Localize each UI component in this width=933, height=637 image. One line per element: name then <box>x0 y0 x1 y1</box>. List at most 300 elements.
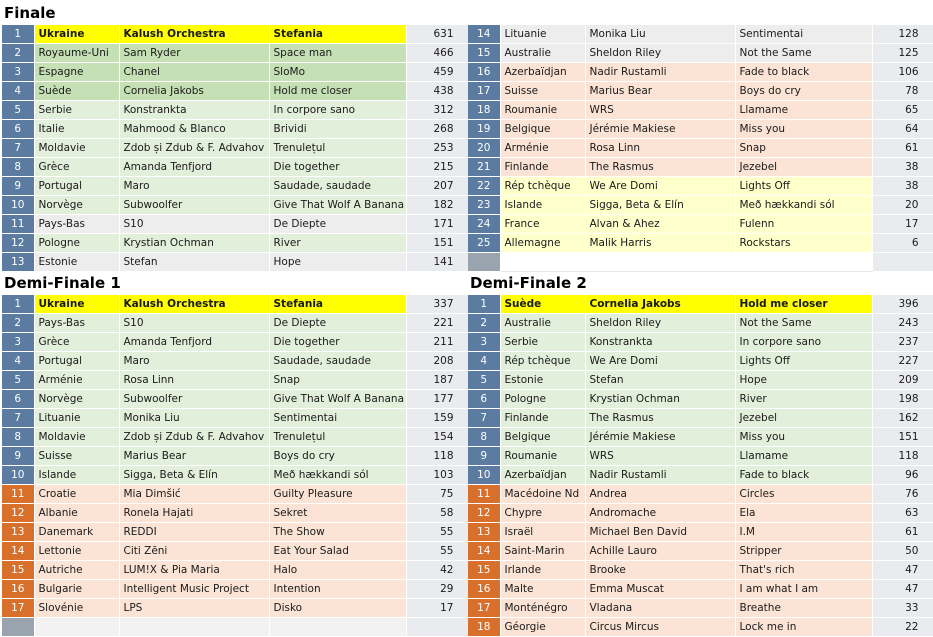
rank-cell: 10 <box>2 196 34 215</box>
country-cell: Pays-Bas <box>34 314 119 333</box>
table-row <box>468 295 933 314</box>
table-row <box>2 196 468 215</box>
table-row <box>468 523 933 542</box>
table-row <box>468 618 933 637</box>
song-cell: De Diepte <box>269 314 406 333</box>
country-cell: Australie <box>500 314 585 333</box>
artist-cell: The Rasmus <box>585 158 735 177</box>
table-row <box>468 485 933 504</box>
finale-title: Finale <box>4 4 56 22</box>
artist-cell: Nadir Rustamli <box>585 466 735 485</box>
table-row <box>468 371 933 390</box>
artist-cell: The Rasmus <box>585 409 735 428</box>
song-cell: Ela <box>735 504 872 523</box>
country-cell: Islande <box>34 466 119 485</box>
score-cell: 17 <box>406 599 468 618</box>
score-cell: 141 <box>406 253 468 272</box>
rank-cell: 13 <box>468 523 500 542</box>
rank-cell: 14 <box>468 542 500 561</box>
country-cell: Portugal <box>34 352 119 371</box>
artist-cell: Cornelia Jakobs <box>585 295 735 314</box>
song-cell: Lights Off <box>735 177 872 196</box>
score-cell: 177 <box>406 390 468 409</box>
rank-cell: 3 <box>468 333 500 352</box>
score-cell: 312 <box>406 101 468 120</box>
country-cell: Belgique <box>500 120 585 139</box>
country-cell: Albanie <box>34 504 119 523</box>
artist-cell: Rosa Linn <box>585 139 735 158</box>
score-cell: 396 <box>872 295 933 314</box>
country-cell: Grèce <box>34 158 119 177</box>
rank-cell: 16 <box>2 580 34 599</box>
rank-cell: 15 <box>468 561 500 580</box>
artist-cell: Vladana <box>585 599 735 618</box>
artist-cell: Citi Zēni <box>119 542 269 561</box>
song-cell: Lights Off <box>735 352 872 371</box>
artist-cell: Michael Ben David <box>585 523 735 542</box>
artist-cell: Andromache <box>585 504 735 523</box>
score-cell: 58 <box>406 504 468 523</box>
artist-cell: We Are Domi <box>585 177 735 196</box>
song-cell: Rockstars <box>735 234 872 253</box>
country-cell: Norvège <box>34 196 119 215</box>
semi2-table <box>468 295 933 637</box>
country-cell: Géorgie <box>500 618 585 637</box>
score-cell: 33 <box>872 599 933 618</box>
rank-cell: 7 <box>468 409 500 428</box>
table-row <box>2 177 468 196</box>
score-cell: 78 <box>872 82 933 101</box>
song-cell: Stefania <box>269 295 406 314</box>
song-cell: Með hækkandi sól <box>735 196 872 215</box>
country-cell: Malte <box>500 580 585 599</box>
score-cell: 221 <box>406 314 468 333</box>
artist-cell: Nadir Rustamli <box>585 63 735 82</box>
rank-cell: 6 <box>468 390 500 409</box>
rank-cell: 17 <box>2 599 34 618</box>
rank-cell: 2 <box>468 314 500 333</box>
song-cell: Fulenn <box>735 215 872 234</box>
rank-cell: 11 <box>2 215 34 234</box>
rank-cell: 1 <box>2 25 34 44</box>
table-row <box>468 352 933 371</box>
country-cell: Chypre <box>500 504 585 523</box>
table-row <box>2 371 468 390</box>
song-cell: Sentimentai <box>269 409 406 428</box>
rank-cell: 6 <box>2 120 34 139</box>
rank-cell: 3 <box>2 333 34 352</box>
country-cell: Norvège <box>34 390 119 409</box>
rank-cell: 9 <box>2 177 34 196</box>
score-cell: 29 <box>406 580 468 599</box>
song-cell: Fade to black <box>735 63 872 82</box>
table-row <box>468 542 933 561</box>
score-cell: 55 <box>406 542 468 561</box>
rank-cell: 5 <box>2 101 34 120</box>
table-row <box>468 177 933 196</box>
score-cell: 118 <box>406 447 468 466</box>
rank-cell: 11 <box>468 485 500 504</box>
country-cell: Monténégro <box>500 599 585 618</box>
score-cell: 106 <box>872 63 933 82</box>
table-row <box>2 333 468 352</box>
score-cell: 337 <box>406 295 468 314</box>
country-cell: Irlande <box>500 561 585 580</box>
artist-cell: Mahmood & Blanco <box>119 120 269 139</box>
table-row <box>468 314 933 333</box>
table-row <box>2 504 468 523</box>
score-cell: 209 <box>872 371 933 390</box>
country-cell: Estonie <box>500 371 585 390</box>
rank-cell: 8 <box>2 428 34 447</box>
country-cell: Australie <box>500 44 585 63</box>
country-cell: Pologne <box>500 390 585 409</box>
artist-cell: Subwoolfer <box>119 390 269 409</box>
table-row <box>2 314 468 333</box>
score-cell: 61 <box>872 523 933 542</box>
song-cell: Stefania <box>269 25 406 44</box>
rank-cell: 12 <box>2 234 34 253</box>
country-cell: Estonie <box>34 253 119 272</box>
artist-cell: Stefan <box>119 253 269 272</box>
table-row <box>2 466 468 485</box>
rank-cell: 13 <box>2 253 34 272</box>
country-cell: Espagne <box>34 63 119 82</box>
rank-cell: 11 <box>2 485 34 504</box>
score-cell: 198 <box>872 390 933 409</box>
artist-cell: Mia Dimšić <box>119 485 269 504</box>
song-cell: In corpore sano <box>735 333 872 352</box>
country-cell: Rép tchèque <box>500 352 585 371</box>
country-cell: Azerbaïdjan <box>500 63 585 82</box>
score-cell: 61 <box>872 139 933 158</box>
score-cell: 47 <box>872 580 933 599</box>
score-cell: 253 <box>406 139 468 158</box>
country-cell: Arménie <box>34 371 119 390</box>
song-cell: Trenulețul <box>269 139 406 158</box>
country-cell: Roumanie <box>500 447 585 466</box>
rank-cell: 15 <box>2 561 34 580</box>
table-row <box>468 25 933 44</box>
rank-cell: 1 <box>468 295 500 314</box>
artist-cell: Krystian Ochman <box>119 234 269 253</box>
score-cell: 215 <box>406 158 468 177</box>
table-row <box>2 390 468 409</box>
rank-cell: 17 <box>468 82 500 101</box>
song-cell: River <box>735 390 872 409</box>
score-cell: 438 <box>406 82 468 101</box>
score-cell: 182 <box>406 196 468 215</box>
artist-cell: Cornelia Jakobs <box>119 82 269 101</box>
artist-cell: WRS <box>585 447 735 466</box>
song-cell: Jezebel <box>735 158 872 177</box>
table-row <box>468 139 933 158</box>
table-row <box>468 253 933 272</box>
country-cell: Macédoine Nd <box>500 485 585 504</box>
song-cell: Space man <box>269 44 406 63</box>
country-cell: Lituanie <box>500 25 585 44</box>
score-cell: 65 <box>872 101 933 120</box>
song-cell: Stripper <box>735 542 872 561</box>
table-row <box>2 352 468 371</box>
rank-cell: 24 <box>468 215 500 234</box>
table-row <box>468 561 933 580</box>
rank-cell: 18 <box>468 101 500 120</box>
country-cell: Royaume-Uni <box>34 44 119 63</box>
rank-cell: 9 <box>2 447 34 466</box>
rank-cell: 15 <box>468 44 500 63</box>
song-cell: Snap <box>269 371 406 390</box>
artist-cell: Sheldon Riley <box>585 314 735 333</box>
table-row <box>468 63 933 82</box>
score-cell: 466 <box>406 44 468 63</box>
score-cell: 159 <box>406 409 468 428</box>
country-cell <box>500 253 585 272</box>
score-cell: 243 <box>872 314 933 333</box>
table-row <box>468 447 933 466</box>
score-cell: 128 <box>872 25 933 44</box>
semi1-title: Demi-Finale 1 <box>4 274 121 292</box>
artist-cell: Kalush Orchestra <box>119 295 269 314</box>
table-row <box>2 139 468 158</box>
rank-cell: 21 <box>468 158 500 177</box>
rank-cell: 6 <box>2 390 34 409</box>
country-cell: Ukraine <box>34 295 119 314</box>
rank-cell: 2 <box>2 314 34 333</box>
table-row <box>2 618 468 637</box>
artist-cell: Emma Muscat <box>585 580 735 599</box>
country-cell: Suède <box>500 295 585 314</box>
score-cell: 96 <box>872 466 933 485</box>
table-row <box>2 523 468 542</box>
table-row <box>2 44 468 63</box>
table-row <box>468 120 933 139</box>
song-cell: Hope <box>269 253 406 272</box>
song-cell: I.M <box>735 523 872 542</box>
country-cell: Roumanie <box>500 101 585 120</box>
table-row <box>468 158 933 177</box>
table-row <box>468 196 933 215</box>
song-cell: Llamame <box>735 101 872 120</box>
score-cell: 459 <box>406 63 468 82</box>
rank-cell: 22 <box>468 177 500 196</box>
table-row <box>2 447 468 466</box>
artist-cell: Subwoolfer <box>119 196 269 215</box>
song-cell: That's rich <box>735 561 872 580</box>
country-cell: Bulgarie <box>34 580 119 599</box>
rank-cell: 8 <box>468 428 500 447</box>
rank-cell: 12 <box>468 504 500 523</box>
artist-cell: Zdob și Zdub & F. Advahov <box>119 428 269 447</box>
table-row <box>2 409 468 428</box>
table-row <box>468 82 933 101</box>
song-cell: Not the Same <box>735 314 872 333</box>
country-cell: Allemagne <box>500 234 585 253</box>
song-cell: Halo <box>269 561 406 580</box>
table-row <box>2 158 468 177</box>
score-cell: 64 <box>872 120 933 139</box>
score-cell: 20 <box>872 196 933 215</box>
song-cell: Llamame <box>735 447 872 466</box>
artist-cell: Jérémie Makiese <box>585 120 735 139</box>
rank-cell: 8 <box>2 158 34 177</box>
country-cell: Arménie <box>500 139 585 158</box>
semi2-title: Demi-Finale 2 <box>470 274 587 292</box>
score-cell: 162 <box>872 409 933 428</box>
finale-table-right <box>468 25 933 272</box>
song-cell: Lock me in <box>735 618 872 637</box>
song-cell: Hope <box>735 371 872 390</box>
rank-cell: 14 <box>2 542 34 561</box>
table-row <box>2 101 468 120</box>
rank-cell: 9 <box>468 447 500 466</box>
rank-cell <box>468 253 500 272</box>
score-cell: 63 <box>872 504 933 523</box>
song-cell <box>269 618 406 637</box>
rank-cell: 13 <box>2 523 34 542</box>
artist-cell: Sheldon Riley <box>585 44 735 63</box>
song-cell: Give That Wolf A Banana <box>269 196 406 215</box>
score-cell: 151 <box>872 428 933 447</box>
song-cell: Jezebel <box>735 409 872 428</box>
score-cell: 47 <box>872 561 933 580</box>
rank-cell <box>2 618 34 637</box>
table-row <box>468 428 933 447</box>
artist-cell: Malik Harris <box>585 234 735 253</box>
score-cell: 268 <box>406 120 468 139</box>
song-cell: Fade to black <box>735 466 872 485</box>
score-cell: 76 <box>872 485 933 504</box>
artist-cell: Intelligent Music Project <box>119 580 269 599</box>
country-cell: Azerbaïdjan <box>500 466 585 485</box>
country-cell: Serbie <box>500 333 585 352</box>
song-cell: Miss you <box>735 120 872 139</box>
score-cell: 38 <box>872 158 933 177</box>
artist-cell <box>585 253 735 272</box>
country-cell: Belgique <box>500 428 585 447</box>
song-cell: Snap <box>735 139 872 158</box>
table-row <box>2 485 468 504</box>
score-cell <box>872 253 933 272</box>
song-cell: SloMo <box>269 63 406 82</box>
artist-cell: Marius Bear <box>585 82 735 101</box>
artist-cell: Chanel <box>119 63 269 82</box>
score-cell: 103 <box>406 466 468 485</box>
rank-cell: 16 <box>468 580 500 599</box>
rank-cell: 4 <box>2 352 34 371</box>
country-cell: Moldavie <box>34 428 119 447</box>
country-cell: Serbie <box>34 101 119 120</box>
artist-cell: Brooke <box>585 561 735 580</box>
song-cell: Disko <box>269 599 406 618</box>
country-cell: Pologne <box>34 234 119 253</box>
country-cell: Slovénie <box>34 599 119 618</box>
artist-cell: Monika Liu <box>119 409 269 428</box>
country-cell: Suisse <box>500 82 585 101</box>
rank-cell: 17 <box>468 599 500 618</box>
table-row <box>468 44 933 63</box>
score-cell: 17 <box>872 215 933 234</box>
country-cell: Suisse <box>34 447 119 466</box>
score-cell: 187 <box>406 371 468 390</box>
artist-cell: Maro <box>119 352 269 371</box>
song-cell: Saudade, saudade <box>269 352 406 371</box>
country-cell: Autriche <box>34 561 119 580</box>
score-cell: 154 <box>406 428 468 447</box>
artist-cell: Konstrankta <box>585 333 735 352</box>
country-cell: Israël <box>500 523 585 542</box>
artist-cell: Kalush Orchestra <box>119 25 269 44</box>
song-cell: Boys do cry <box>735 82 872 101</box>
country-cell: Suède <box>34 82 119 101</box>
song-cell: The Show <box>269 523 406 542</box>
song-cell: I am what I am <box>735 580 872 599</box>
rank-cell: 7 <box>2 409 34 428</box>
country-cell: France <box>500 215 585 234</box>
rank-cell: 12 <box>2 504 34 523</box>
rank-cell: 25 <box>468 234 500 253</box>
artist-cell: Circus Mircus <box>585 618 735 637</box>
song-cell: Saudade, saudade <box>269 177 406 196</box>
score-cell: 75 <box>406 485 468 504</box>
artist-cell: Stefan <box>585 371 735 390</box>
country-cell: Ukraine <box>34 25 119 44</box>
artist-cell: Konstrankta <box>119 101 269 120</box>
artist-cell: Sam Ryder <box>119 44 269 63</box>
song-cell: Hold me closer <box>735 295 872 314</box>
artist-cell: Rosa Linn <box>119 371 269 390</box>
artist-cell: Amanda Tenfjord <box>119 333 269 352</box>
artist-cell: LUM!X & Pia Maria <box>119 561 269 580</box>
country-cell: Saint-Marin <box>500 542 585 561</box>
artist-cell: LPS <box>119 599 269 618</box>
artist-cell: Amanda Tenfjord <box>119 158 269 177</box>
artist-cell <box>119 618 269 637</box>
score-cell: 38 <box>872 177 933 196</box>
rank-cell: 4 <box>468 352 500 371</box>
country-cell: Grèce <box>34 333 119 352</box>
table-row <box>468 215 933 234</box>
song-cell: Hold me closer <box>269 82 406 101</box>
song-cell: Miss you <box>735 428 872 447</box>
table-row <box>2 599 468 618</box>
table-row <box>468 580 933 599</box>
rank-cell: 10 <box>2 466 34 485</box>
score-cell: 50 <box>872 542 933 561</box>
song-cell: Boys do cry <box>269 447 406 466</box>
score-cell: 151 <box>406 234 468 253</box>
country-cell: Danemark <box>34 523 119 542</box>
table-row <box>2 428 468 447</box>
score-cell: 125 <box>872 44 933 63</box>
song-cell: De Diepte <box>269 215 406 234</box>
table-row <box>2 82 468 101</box>
table-row <box>2 561 468 580</box>
score-cell: 207 <box>406 177 468 196</box>
song-cell: Circles <box>735 485 872 504</box>
song-cell: Brividi <box>269 120 406 139</box>
finale-table-left <box>2 25 469 272</box>
table-row <box>2 120 468 139</box>
rank-cell: 7 <box>2 139 34 158</box>
song-cell: Sentimentai <box>735 25 872 44</box>
table-row <box>2 25 468 44</box>
song-cell: Sekret <box>269 504 406 523</box>
artist-cell: REDDI <box>119 523 269 542</box>
song-cell: River <box>269 234 406 253</box>
table-row <box>468 409 933 428</box>
rank-cell: 2 <box>2 44 34 63</box>
